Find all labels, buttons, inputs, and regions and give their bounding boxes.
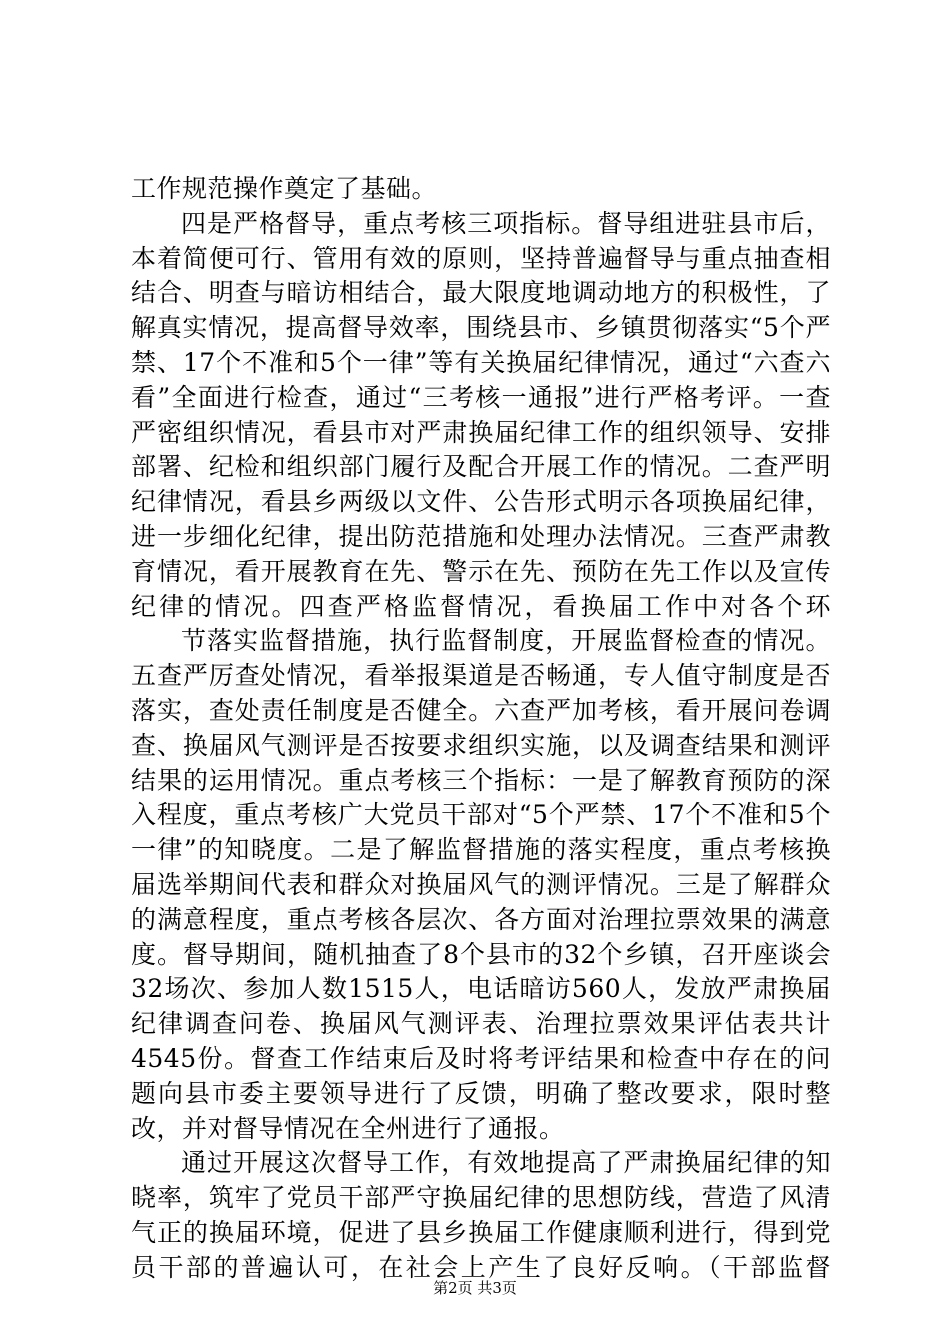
paragraph-supervision-method: 四是严格督导，重点考核三项指标。督导组进驻县市后，本着简便可行、管用有效的原则，坚持普遍督导与重点抽查相结合、明查与暗访相结合，最大限度地调动地方的积极性，了解真实情况，提高督导效率，围绕县市、乡镇贯彻落实“5个严禁、17个不准和5个一律”等有关换届纪律情况，通过“六查六看”全面进行检查，通过“三考核一通报”进行严格考评。一查严密组织情况，看县市对严肃换届纪律工作的组织领导、安排部署、纪检和组织部门履行及配合开展工作的情况。二查严明纪律情况，看县乡两级以文件、公告形式明示各项换届纪律，进一步细化纪律，提出防范措施和处理办法情况。三查严肃教育情况，看开展教育在先、警示在先、预防在先工作以及宣传纪律的情况。四查严格监督情况，看换届工作中对各个环 <box>131 208 831 621</box>
paragraph-supervision-details: 节落实监督措施，执行监督制度，开展监督检查的情况。五查严厉查处情况，看举报渠道是否畅通，专人值守制度是否落实，查处责任制度是否健全。六查严加考核，看开展问卷调查、换届风气测评是否按要求组织实施，以及调查结果和测评结果的运用情况。重点考核三个指标：一是了解教育预防的深入程度，重点考核广大党员干部对“5个严禁、17个不准和5个一律”的知晓度。二是了解监督措施的落实程度，重点考核换届选举期间代表和群众对换届风气的测评情况。三是了解群众的满意程度，重点考核各层次、各方面对治理拉票效果的满意度。督导期间，随机抽查了8个县市的32个乡镇，召开座谈会32场次、参加人数1515人，电话暗访560人，发放严肃换届纪律调查问卷、换届风气测评表、治理拉票效果评估表共计4545份。督查工作结束后及时将考评结果和检查中存在的问题向县市委主要领导进行了反馈，明确了整改要求，限时整改，并对督导情况在全州进行了通报。 <box>131 626 831 1143</box>
page-number-footer: 第2页 共3页 <box>433 1279 517 1297</box>
body-text <box>131 172 831 1286</box>
paragraph-continuation: 工作规范操作奠定了基础。 <box>131 174 438 203</box>
paragraph-results: 通过开展这次督导工作，有效地提高了严肃换届纪律的知晓率，筑牢了党员干部严守换届纪律的思想防线，营造了风清气正的换届环境，促进了县乡换届工作健康顺利进行，得到党员干部的普遍认可，在社会上产生了良好反响。（干部监督 <box>131 1148 831 1282</box>
